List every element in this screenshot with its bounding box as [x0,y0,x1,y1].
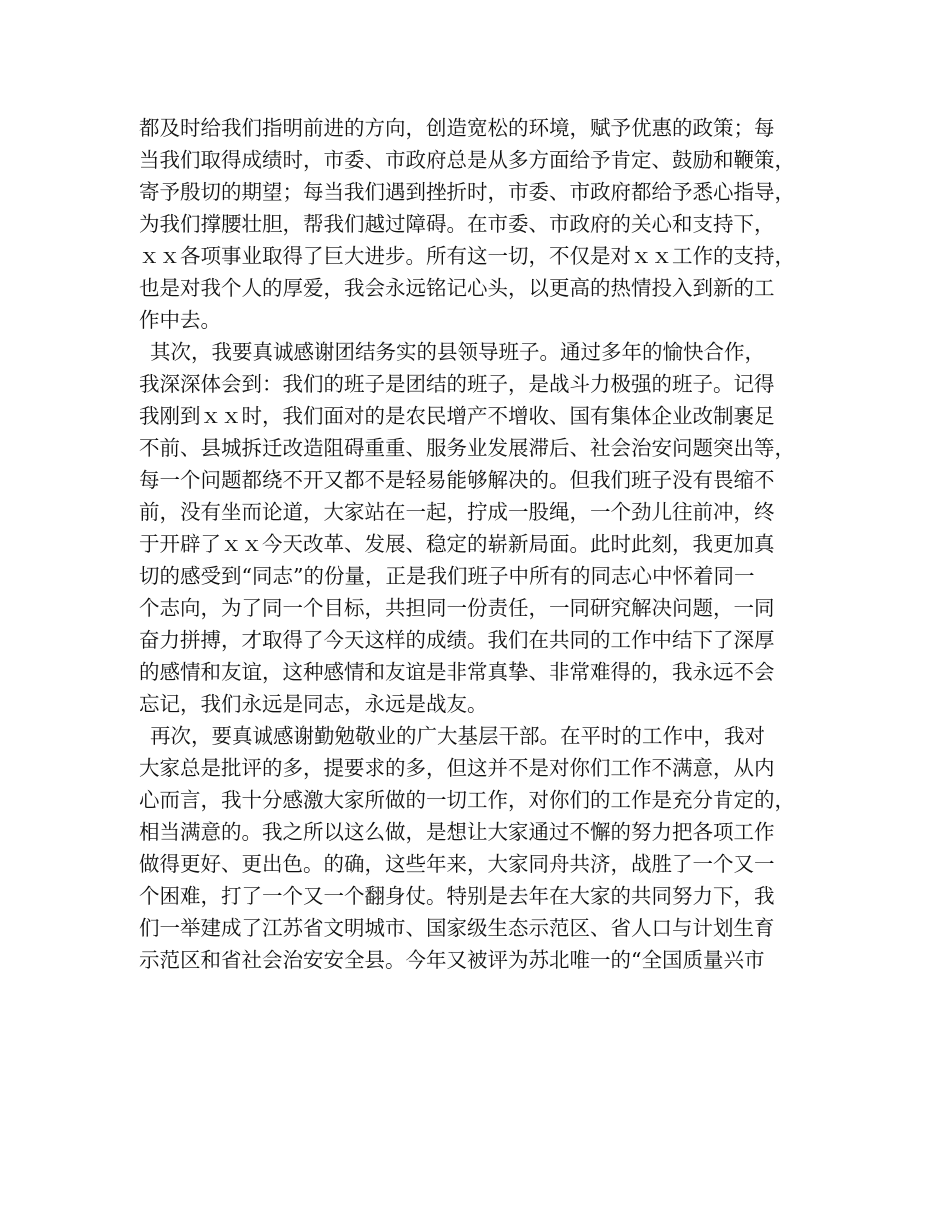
text-line: 切的感受到“同志”的份量，正是我们班子中所有的同志心中怀着同一 [139,564,755,588]
text-line: 不前、县城拆迁改造阻碍重重、服务业发展滞后、社会治安问题突出等， [139,436,795,460]
text-line: ｘｘ各项事业取得了巨大进步。所有这一切，不仅是对ｘｘ工作的支持， [139,244,795,268]
paragraph-start-line: 其次，我要真诚感谢团结务实的县领导班子。通过多年的愉快合作， [150,340,765,364]
text-line: 作中去。 [139,308,221,332]
text-line: 为我们撑腰壮胆，帮我们越过障碍。在市委、市政府的关心和支持下， [139,212,775,236]
text-line: 当我们取得成绩时，市委、市政府总是从多方面给予肯定、鼓励和鞭策， [139,148,795,172]
text-line: 示范区和省社会治安安全县。今年又被评为苏北唯一的“全国质量兴市 [139,948,765,972]
document-body-text [139,112,819,976]
text-line: 们一举建成了江苏省文明城市、国家级生态示范区、省人口与计划生育 [139,916,775,940]
text-line: 忘记，我们永远是同志，永远是战友。 [139,692,488,716]
text-line: 的感情和友谊，这种感情和友谊是非常真挚、非常难得的，我永远不会 [139,660,775,684]
text-line: 也是对我个人的厚爱，我会永远铭记心头，以更高的热情投入到新的工 [139,276,775,300]
text-line: 个困难，打了一个又一个翻身仗。特别是去年在大家的共同努力下，我 [139,884,775,908]
text-line: 于开辟了ｘｘ今天改革、发展、稳定的崭新局面。此时此刻，我更加真 [139,532,775,556]
text-line: 我刚到ｘｘ时，我们面对的是农民增产不增收、国有集体企业改制裹足 [139,404,775,428]
text-line: 我深深体会到：我们的班子是团结的班子，是战斗力极强的班子。记得 [139,372,775,396]
text-line: 都及时给我们指明前进的方向，创造宽松的环境，赋予优惠的政策；每 [139,116,775,140]
text-line: 前，没有坐而论道，大家站在一起，拧成一股绳，一个劲儿往前冲，终 [139,500,775,524]
text-line: 做得更好、更出色。的确，这些年来，大家同舟共济，战胜了一个又一 [139,852,775,876]
text-line: 寄予殷切的期望；每当我们遇到挫折时，市委、市政府都给予悉心指导， [139,180,795,204]
text-line: 相当满意的。我之所以这么做，是想让大家通过不懈的努力把各项工作 [139,820,775,844]
text-line: 每一个问题都绕不开又都不是轻易能够解决的。但我们班子没有畏缩不 [139,468,775,492]
text-line: 个志向，为了同一个目标，共担同一份责任，一同研究解决问题，一同 [139,596,775,620]
text-line: 奋力拼搏，才取得了今天这样的成绩。我们在共同的工作中结下了深厚 [139,628,775,652]
paragraph-start-line: 再次，要真诚感谢勤勉敬业的广大基层干部。在平时的工作中，我对 [150,724,765,748]
text-line: 心而言，我十分感激大家所做的一切工作，对你们的工作是充分肯定的， [139,788,795,812]
text-line: 大家总是批评的多，提要求的多，但这并不是对你们工作不满意，从内 [139,756,775,780]
